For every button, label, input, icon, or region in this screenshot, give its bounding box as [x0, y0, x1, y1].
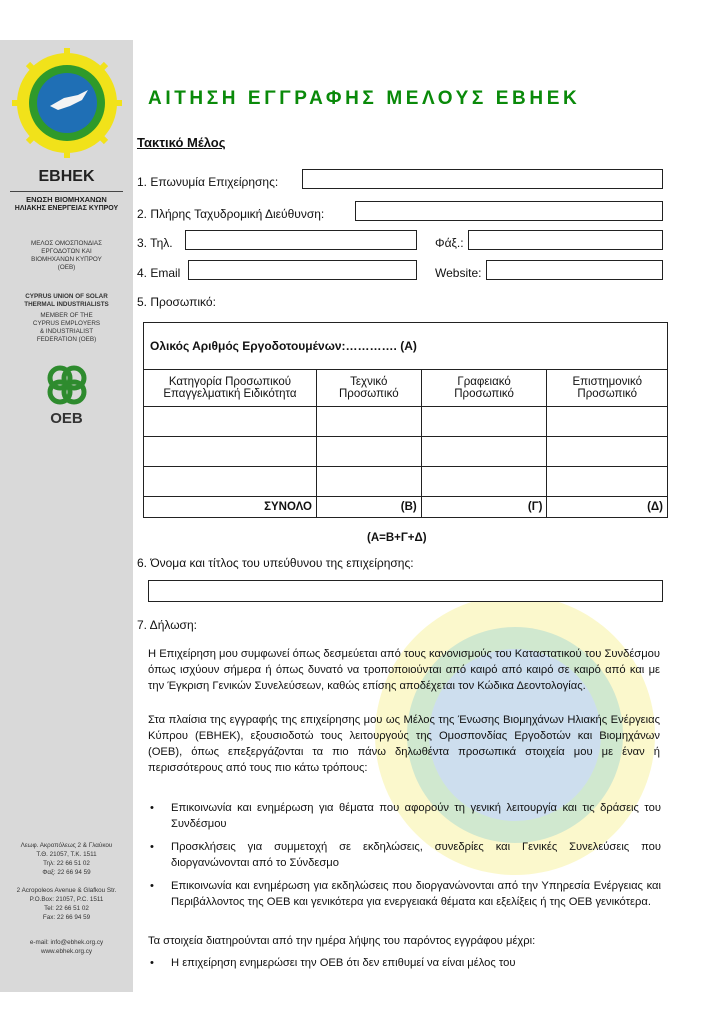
list-item: [150, 878, 661, 910]
col-category-header: [144, 370, 317, 407]
declaration-paragraph-2: Στα πλαίσια της εγγραφής της επιχείρησης μου ως Μέλος της Ένωσης Βιομηχάνων Ηλιακής Ενέργειας Κύπρου (ΕΒΗΕΚ), εξουσιοδοτώ τους λειτουργούς της Ομοσπονδίας Εργοδοτών και Βιομηχάνων (ΟΕΒ), όπως επεξεργάζονται τα πιο πάνω δηλωθέντα προσωπικά στοιχεία μου με έναν ή περισσότερους από τους πιο κάτω τρόπους:: [148, 714, 660, 774]
sidebar-addr-en-2: P.O.Box: 21057, P.C. 1511: [29, 896, 104, 903]
sidebar-org-en-2: THERMAL INDUSTRIALISTS: [24, 301, 109, 308]
list-item-text: Η επιχείρηση ενημερώσει την ΟΕΒ ότι δεν επιθυμεί να είναι μέλος του: [171, 957, 516, 969]
total-b: (Β): [316, 497, 421, 518]
col-scientific-line2: Προσωπικό: [577, 388, 638, 400]
list-item-text: Προσκλήσεις για συμμετοχή σε εκδηλώσεις, συνεδρίες και Γενικές Συνελεύσεις που διοργανώνονται από το Σύνδεσμο: [171, 841, 661, 869]
list-item-text: Επικοινωνία και ενημέρωση για εκδηλώσεις που διοργανώνονται από την Υπηρεσία Ενέργειας και Περιβάλλοντος της ΟΕΒ και γενικότερα για ενεργειακά θέματα και εξελίξεις ή της ΟΕΒ γενικότερα.: [171, 880, 661, 908]
staff-formula: (Α=Β+Γ+Δ): [367, 532, 427, 544]
sidebar-oeb-label: OEB: [50, 410, 83, 427]
sidebar-org-full-2: ΗΛΙΑΚΗΣ ΕΝΕΡΓΕΙΑΣ ΚΥΠΡΟΥ: [14, 205, 119, 212]
sidebar-member-gr-2: ΕΡΓΟΔΟΤΩΝ ΚΑΙ: [41, 248, 92, 255]
col-category-line1: Κατηγορία Προσωπικού: [168, 376, 292, 388]
declaration-paragraph-1: Η Επιχείρηση μου συμφωνεί όπως δεσμεύεται από τους κανονισμούς του Καταστατικού του Συνδέσμου όπως ισχύουν σήμερα ή όπως δυνατό να τροποποιούνται από καιρό από καιρό σε καιρό από και με την Έγκριση Γενικών Συνελεύσεων, καθώς επίσης αποδέχεται τον Κώδικα Δεοντολογίας.: [148, 648, 660, 692]
sidebar-member-en-3: & INDUSTRIALIST: [39, 328, 94, 335]
fax-label: Φάξ.:: [435, 236, 464, 250]
sidebar-member-gr-3: ΒΙΟΜΗΧΑΝΩΝ ΚΥΠΡΟΥ: [31, 256, 102, 263]
sidebar-addr-en-1: 2 Acropoleos Avenue & Glafkou Str.: [16, 887, 117, 894]
address-field[interactable]: [355, 201, 663, 221]
total-d: (Δ): [547, 497, 668, 518]
website-label: Website:: [435, 266, 482, 280]
sidebar-addr-en-3: Tel: 22 66 51 02: [44, 905, 89, 912]
sidebar-addr-gr-1: Λεωφ. Ακροπόλεως 2 & Γλαύκου: [20, 842, 113, 849]
fax-field[interactable]: [468, 230, 663, 250]
bullet-icon: •: [150, 802, 154, 814]
company-name-field[interactable]: [302, 169, 663, 189]
table-row: [144, 437, 668, 467]
sidebar-member-en-4: FEDERATION (OEB): [36, 336, 97, 343]
membership-type: Τακτικό Μέλος: [137, 135, 226, 150]
table-row: [144, 407, 668, 437]
sidebar-addr-gr-4: Φαξ: 22 66 94 59: [42, 869, 91, 876]
sidebar-email: e-mail: info@ebhek.org.cy: [29, 939, 104, 946]
sidebar-addr-gr-2: Τ.Θ. 21057, Τ.Κ. 1511: [36, 851, 97, 858]
phone-field[interactable]: [185, 230, 417, 250]
col-office-line1: Γραφειακό: [457, 376, 511, 388]
phone-label: 3. Τηλ.: [137, 236, 173, 250]
list-item: [150, 955, 661, 971]
col-technical-line1: Τεχνικό: [350, 376, 388, 388]
sidebar-divider: [10, 191, 123, 192]
staff-table: [143, 322, 668, 518]
col-category-line2: Επαγγελματική Ειδικότητα: [163, 388, 297, 400]
staff-label: 5. Προσωπικό:: [137, 295, 216, 309]
company-name-label: 1. Επωνυμία Επιχείρησης:: [137, 175, 279, 189]
sidebar-member-en-2: CYPRUS EMPLOYERS: [32, 320, 101, 327]
responsible-person-label: 6. Όνομα και τίτλος του υπεύθυνου της επιχείρησης:: [137, 556, 414, 570]
col-office-line2: Προσωπικό: [454, 388, 514, 400]
list-item: [150, 800, 661, 832]
sidebar-addr-en-4: Fax: 22 66 94 59: [42, 914, 91, 921]
col-technical-line2: Προσωπικό: [338, 388, 399, 400]
responsible-person-field[interactable]: [148, 580, 663, 602]
sidebar-member-gr-1: ΜΕΛΟΣ ΟΜΟΣΠΟΝΔΙΑΣ: [30, 240, 103, 247]
sidebar-org-en-1: CYPRUS UNION OF SOLAR: [25, 293, 108, 300]
col-scientific-line1: Επιστημονικό: [572, 376, 642, 388]
sidebar: [0, 40, 133, 992]
sidebar-org-short: ΕΒΗΕΚ: [38, 168, 95, 185]
website-field[interactable]: [486, 260, 663, 280]
col-scientific-header: [547, 370, 668, 407]
sidebar-web: www.ebhek.org.cy: [40, 948, 93, 955]
ebhek-sun-logo: [12, 48, 122, 158]
total-g: (Γ): [421, 497, 547, 518]
page-title: ΑΙΤΗΣΗ ΕΓΓΡΑΦΗΣ ΜΕΛΟΥΣ ΕΒΗΕΚ: [148, 88, 581, 109]
oeb-knot-logo: [43, 361, 91, 409]
bullet-icon: •: [150, 957, 154, 969]
bullet-icon: •: [150, 841, 154, 853]
bullet-icon: •: [150, 880, 154, 892]
col-office-header: [421, 370, 547, 407]
email-label: 4. Email: [137, 266, 181, 280]
col-technical-header: [316, 370, 421, 407]
sidebar-org-full-1: ΕΝΩΣΗ ΒΙΟΜΗΧΑΝΩΝ: [26, 195, 107, 204]
declaration-paragraph-3: Τα στοιχεία διατηρούνται από την ημέρα λήψης του παρόντος εγγράφου μέχρι:: [148, 935, 536, 947]
sidebar-addr-gr-3: Τηλ: 22 66 51 02: [43, 860, 90, 867]
address-label: 2. Πλήρης Ταχυδρομική Διεύθυνση:: [137, 207, 325, 221]
sidebar-member-gr-4: (ΟΕΒ): [57, 264, 76, 271]
table-row: [144, 467, 668, 497]
email-field[interactable]: [188, 260, 417, 280]
list-item: [150, 839, 661, 871]
declaration-label: 7. Δήλωση:: [137, 618, 197, 632]
total-employees-cell: Ολικός Αριθμός Εργοδοτουμένων:…………. (Α): [144, 323, 668, 370]
sidebar-member-en-1: MEMBER OF THE: [40, 312, 93, 319]
total-label: ΣΥΝΟΛΟ: [144, 497, 317, 518]
list-item-text: Επικοινωνία και ενημέρωση για θέματα που αφορούν τη γενική λειτουργία και τις δράσεις του Συνδέσμου: [171, 802, 661, 830]
